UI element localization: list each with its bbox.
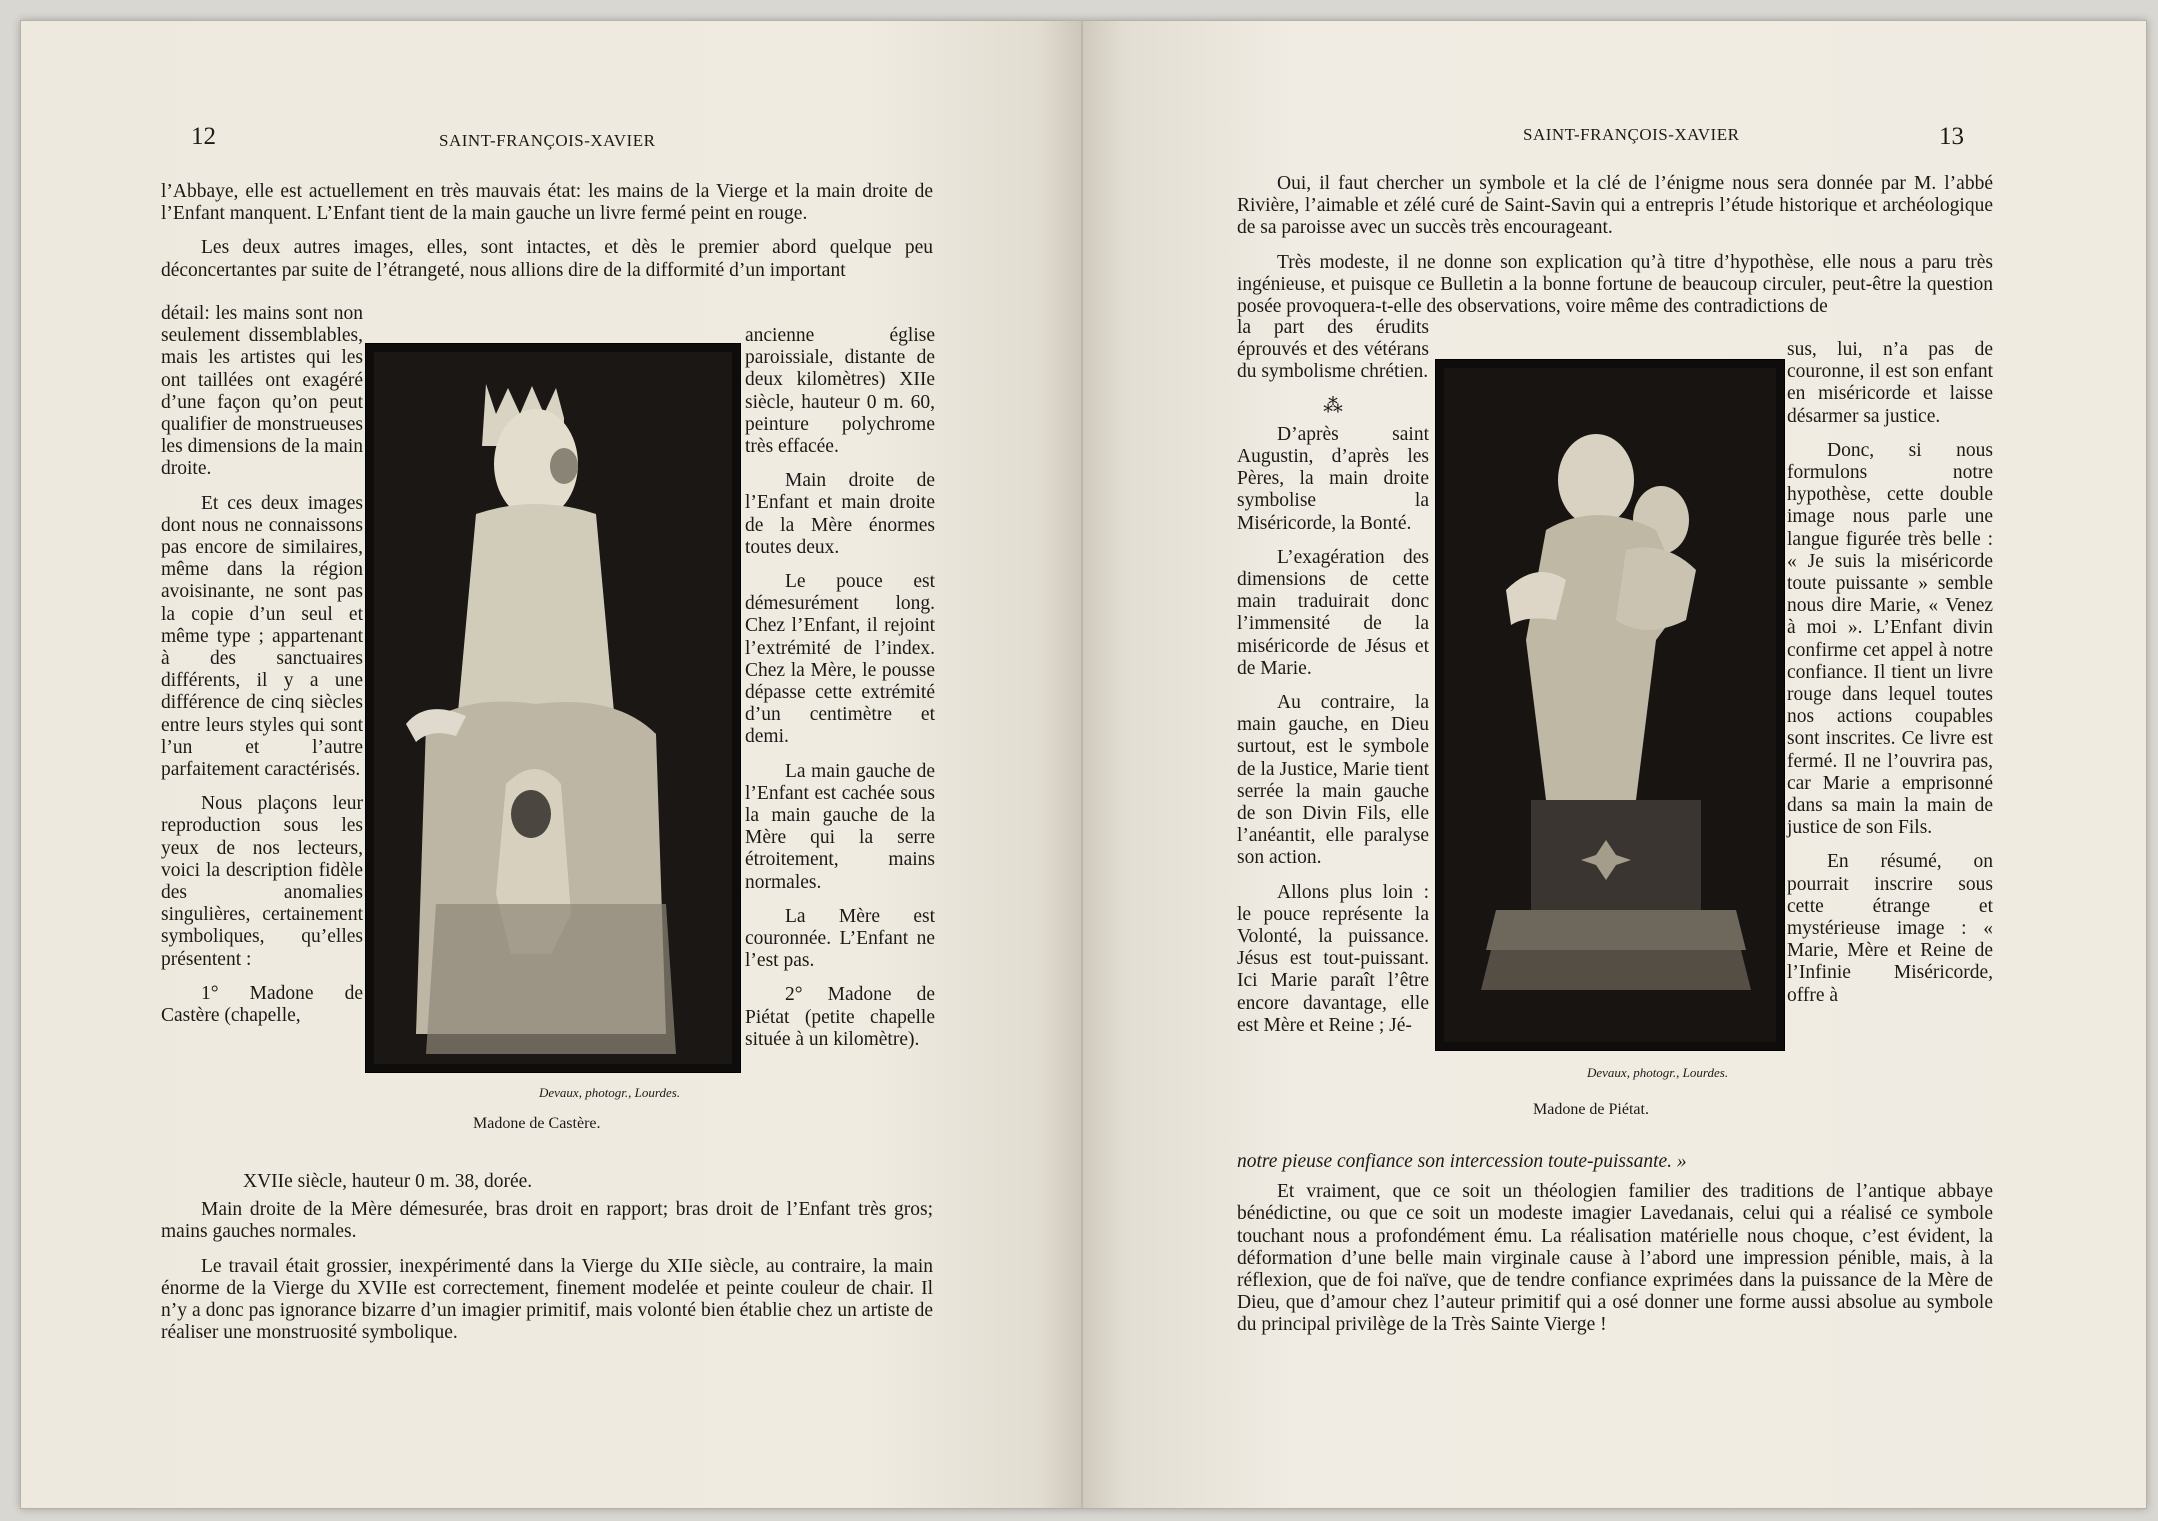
photo-madone-pietat: [1435, 359, 1785, 1051]
photo-caption: Madone de Castère.: [473, 1115, 601, 1132]
paragraph: Allons plus loin : le pouce représente la Volonté, la puissance. Jésus est tout-puissant. Ici Marie paraît l’être encore davantage, elle est Mère et Reine ; Jé-: [1237, 881, 1429, 1036]
paragraph: Oui, il faut chercher un symbole et la clé de l’énigme nous sera donnée par M. l’abbé Rivière, l’aimable et zélé curé de Saint-Savin qui a entrepris l’étude historique et archéologique de sa paroisse avec un succès très encourageant.: [1237, 173, 1993, 239]
page-number: 12: [191, 123, 216, 150]
photo-caption: Madone de Piétat.: [1533, 1101, 1649, 1118]
paragraph: Donc, si nous formulons notre hypothèse, cette double image nous parle une langue figurée très belle : « Je suis la miséricorde toute puissante » semble nous dire Marie, « Venez à moi ». L’Enfant divin confirme cet appel à notre confiance. Il tient un livre rouge dans lequel toutes nos actions coupables sont inscrites. Ce livre est fermé. Il ne l’ouvrira pas, car Marie a emprisonné dans sa main la main de justice de son Fils.: [1787, 439, 1993, 839]
booklet-spread: [20, 20, 2147, 1509]
photo-credit: Devaux, photogr., Lourdes.: [539, 1085, 681, 1100]
paragraph: D’après saint Augustin, d’après les Pères, la main droite symbolise la Miséricorde, la Bonté.: [1237, 423, 1429, 534]
left-page: [21, 21, 1081, 1508]
asterism: ⁂: [1323, 395, 1343, 417]
paragraph: Très modeste, il ne donne son explication qu’à titre d’hypothèse, elle nous a paru très ingénieuse, et puisque ce Bulletin a la bonne fortune de beaucoup circuler, peut-être la question posée provoquera-t-elle des observations, voire même des contradictions de: [1237, 251, 1993, 318]
paragraph: XVIIe siècle, hauteur 0 m. 38, dorée.: [243, 1171, 533, 1192]
paragraph: Main droite de l’Enfant et main droite de la Mère énormes toutes deux.: [745, 470, 935, 558]
paragraph: Le pouce est démesurément long. Chez l’Enfant, il rejoint l’extrémité de l’index. Chez la Mère, le pousse dépasse cette extrémité d’un centimètre et demi.: [745, 571, 935, 748]
paragraph: notre pieuse confiance son intercession toute-puissante. »: [1237, 1151, 1687, 1172]
top-text: [1237, 173, 1993, 318]
page-number: 13: [1939, 123, 1964, 150]
bottom-text: [161, 1171, 933, 1344]
photo-madone-castere: [365, 343, 741, 1073]
paragraph: Les deux autres images, elles, sont intactes, et dès le premier abord quelque peu déconcertantes par suite de l’étrangeté, nous allions dire de la difformité d’un important: [161, 237, 933, 281]
right-column: [1787, 339, 1993, 1007]
paragraph: sus, lui, n’a pas de couronne, il est son enfant en miséricorde et laisse désarmer sa justice.: [1787, 339, 1993, 427]
paragraph: Main droite de la Mère démesurée, bras droit en rapport; bras droit de l’Enfant très gros; mains gauches normales.: [161, 1199, 933, 1243]
paragraph: Au contraire, la main gauche, en Dieu surtout, est le symbole de la Justice, Marie tient serrée la main gauche de son Divin Fils, elle l’anéantit, elle paralyse son action.: [1237, 692, 1429, 869]
top-text: [161, 181, 933, 282]
paragraph: Le travail était grossier, inexpérimenté dans la Vierge du XIIe siècle, au contraire, la main énorme de la Vierge du XVIIe est correctement, finement modelée et peinte couleur de chair. Il n’y a donc pas ignorance bizarre d’un imagier primitif, mais volonté bien établie chez un artiste de réaliser une monstruosité symbolique.: [161, 1255, 933, 1344]
paragraph: La Mère est couronnée. L’Enfant ne l’est pas.: [745, 905, 935, 972]
paragraph: Et ces deux images dont nous ne connaissons pas encore de similaires, même dans la région avoisinante, ne sont pas la copie d’un seul et même type ; appartenant à des sanctuaires différents, il y a une différence de cinq siècles entre leurs styles qui sont l’un et l’autre parfaitement caractérisés.: [161, 492, 363, 781]
paragraph: Nous plaçons leur reproduction sous les yeux de nos lecteurs, voici la description fidèle des anomalies singulières, certainement symboliques, qu’elles présentent :: [161, 793, 363, 970]
statue-image: [366, 344, 740, 1072]
paragraph: 1° Madone de Castère (chapelle,: [161, 982, 363, 1027]
left-column: [1237, 317, 1429, 1037]
running-head: SAINT-FRANÇOIS-XAVIER: [439, 131, 656, 150]
paragraph: L’exagération des dimensions de cette main traduirait donc l’immensité de la miséricorde de Jésus et de Marie.: [1237, 546, 1429, 679]
paragraph: Et vraiment, que ce soit un théologien familier des traditions de l’antique abbaye bénédictine, ou que ce soit un modeste imagier Lavedanais, celui qui a réalisé ce symbole touchant nous a profondément ému. La réalisation matérielle nous choque, c’est évident, la déformation d’une belle main virginale cause à l’abord une impression pénible, mais, à la réflexion, que de foi naïve, que de tendre confiance exprimées dans la puissance de la Mère de Dieu, que d’amour chez l’auteur primitif qui a osé donner une forme aussi absolue au symbole du principal privilège de la Très Sainte Vierge !: [1237, 1181, 1993, 1336]
bottom-text: [1237, 1151, 1993, 1337]
paragraph: La main gauche de l’Enfant est cachée sous la main gauche de la Mère qui la serre étroitement, mains normales.: [745, 760, 935, 893]
photo-credit: Devaux, photogr., Lourdes.: [1587, 1065, 1729, 1080]
statue-image: [1436, 360, 1784, 1050]
paragraph: En résumé, on pourrait inscrire sous cette étrange et mystérieuse image : « Marie, Mère et Reine de l’Infinie Miséricorde, offre à: [1787, 851, 1993, 1006]
left-column: [161, 303, 363, 1027]
paragraph: l’Abbaye, elle est actuellement en très mauvais état: les mains de la Vierge et la main droite de l’Enfant manquent. L’Enfant tient de la main gauche un livre fermé peint en rouge.: [161, 181, 933, 225]
right-column: [745, 325, 935, 1051]
paragraph: 2° Madone de Piétat (petite chapelle située à un kilomètre).: [745, 984, 935, 1050]
running-head: SAINT-FRANÇOIS-XAVIER: [1523, 125, 1740, 144]
paragraph: la part des érudits éprouvés et des vétérans du symbolisme chrétien.: [1237, 317, 1429, 383]
paragraph: détail: les mains sont non seulement dissemblables, mais les artistes qui les ont taillées ont exagéré d’une façon qu’on peut qualifier de monstrueuses les dimensions de la main droite.: [161, 303, 363, 480]
right-page: [1083, 21, 2146, 1508]
paragraph: ancienne église paroissiale, distante de deux kilomètres) XIIe siècle, hauteur 0 m. 60, peinture polychrome très effacée.: [745, 325, 935, 458]
